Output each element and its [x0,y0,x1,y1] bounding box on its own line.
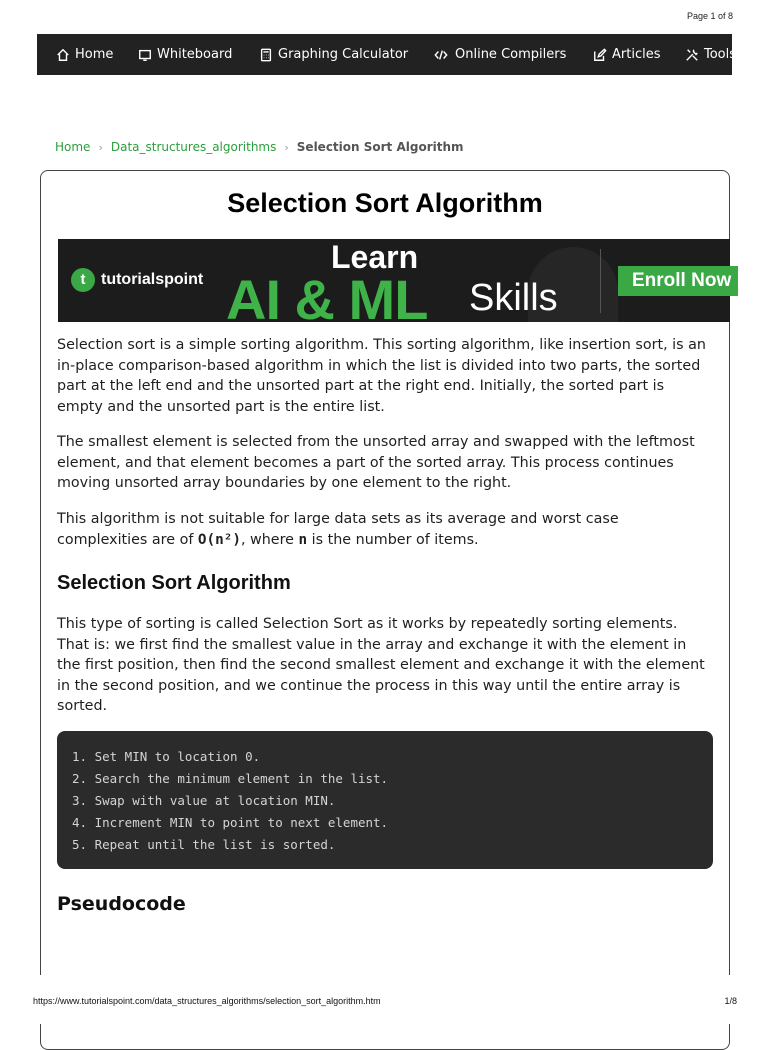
nav-articles-label: Articles [612,47,661,62]
logo-icon: t [71,268,95,292]
code-line: 2. Search the minimum element in the list. [72,771,389,786]
chevron-right-icon: › [284,140,289,154]
footer-url: https://www.tutorialspoint.com/data_structures_algorithms/selection_sort_algorithm.htm [33,996,381,1006]
tools-icon [685,48,699,62]
nav-home[interactable] [56,34,113,75]
ad-banner[interactable] [58,239,732,331]
second-paragraph: The smallest element is selected from the unsorted array and swapped with the leftmost element, and that element becomes a part of the sorted array. This process continues moving unsorted array boundaries by one element to the right. [57,434,695,491]
breadcrumb-section[interactable]: Data_structures_algorithms [110,140,277,154]
tutorialspoint-logo [71,268,203,292]
nav-home-label: Home [75,47,114,62]
nav-articles[interactable] [593,34,660,75]
algorithm-steps-code-block [57,731,713,869]
footer-page-number: 1/8 [724,996,737,1006]
section-heading-algorithm: Selection Sort Algorithm [57,572,291,594]
nav-tools[interactable] [685,34,736,75]
nav-whiteboard[interactable] [138,34,232,75]
intro-paragraph: Selection sort is a simple sorting algorithm. This sorting algorithm, like insertion sort, is an in-place comparison-based algorithm in which the list is divided into two parts, the sorted part at the left end and the unsorted part at the right end. Initially, the sorted part is empty and the unsorted part is the entire list. [57,337,706,415]
code-icon [432,48,450,62]
nav-tools-label: Tools [704,47,737,62]
home-icon [56,48,70,62]
page-number-header: Page 1 of 8 [686,11,733,21]
page-title: Selection Sort Algorithm [227,188,543,218]
nav-online-compilers[interactable] [432,34,566,75]
whiteboard-icon [138,48,152,62]
section-heading-pseudocode: Pseudocode [57,893,186,915]
banner-learn: Learn [331,239,419,275]
nav-graphing-calculator-label: Graphing Calculator [278,47,409,62]
enroll-now-button[interactable]: Enroll Now [618,266,738,296]
complexity-text-middle: , where [240,531,299,548]
complexity-notation: O(n²) [197,531,241,548]
code-line: 5. Repeat until the list is sorted. [72,837,336,852]
nav-graphing-calculator[interactable] [259,34,408,75]
nav-whiteboard-label: Whiteboard [157,47,233,62]
chevron-right-icon: › [98,140,103,154]
banner-headline: AI & ML [226,268,428,331]
edit-icon [593,48,607,62]
algorithm-paragraph: This type of sorting is called Selection Sort as it works by repeatedly sorting elements. That is: we first find the smallest value in the array and exchange it with the element in the first position, then find the second smallest element and exchange it with the element in the second position, and we continue the process in this way until the entire array is sorted. [57,616,705,714]
banner-divider [600,249,601,313]
top-navbar [37,34,737,75]
code-line: 3. Swap with value at location MIN. [72,793,336,808]
nav-online-compilers-label: Online Compilers [455,47,567,62]
complexity-paragraph [57,509,709,550]
calculator-icon [259,48,273,62]
breadcrumb [55,140,464,154]
complexity-variable: n [298,531,308,548]
breadcrumb-current: Selection Sort Algorithm [296,140,464,154]
banner-skills: Skills [469,277,558,319]
breadcrumb-home[interactable]: Home [55,140,91,154]
code-line: 1. Set MIN to location 0. [72,749,261,764]
complexity-text-after: is the number of items. [307,531,479,548]
logo-text: tutorialspoint [101,271,204,288]
code-line: 4. Increment MIN to point to next element. [72,815,389,830]
complexity-text-before: This algorithm is not suitable for large data sets as its average and worst case complexities are of [57,511,619,548]
